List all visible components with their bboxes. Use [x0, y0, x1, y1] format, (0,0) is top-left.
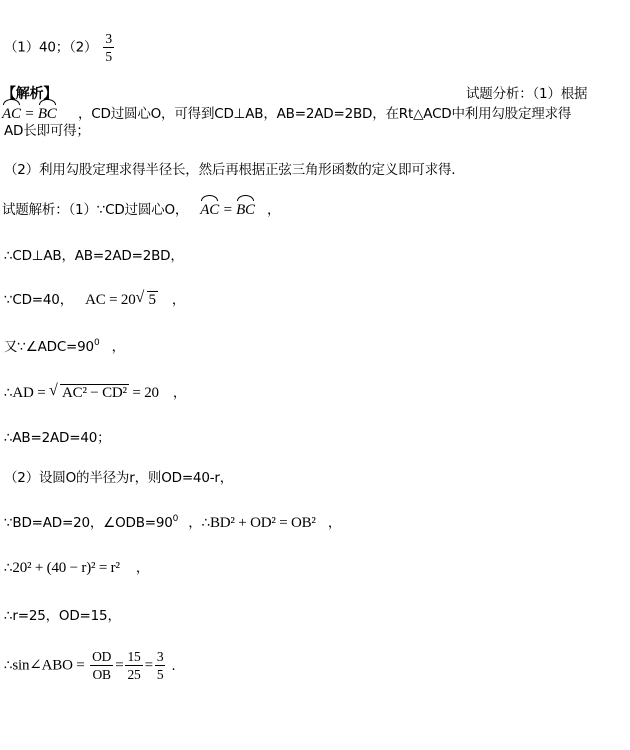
- step4-result: = 20: [128, 385, 159, 401]
- step2-ac: AC = 20: [85, 292, 136, 308]
- step6-tail: ，: [219, 470, 234, 486]
- frac3-den: 5: [156, 667, 164, 682]
- answer-fraction-num: 3: [105, 31, 112, 46]
- step6-text-c: ，则: [134, 470, 162, 486]
- solution-step2: [4, 290, 185, 310]
- step4-sqrt: [49, 383, 129, 403]
- analysis-line3: AD长即可得；: [4, 123, 90, 139]
- frac1-den: OB: [92, 667, 111, 682]
- step2-text: ∵CD=40，: [4, 292, 74, 308]
- frac2-num: 15: [127, 649, 141, 664]
- answer-line: [4, 30, 116, 65]
- frac1-num: OD: [92, 649, 112, 664]
- step10-tail: .: [171, 657, 176, 674]
- step4-ad: AD =: [12, 385, 50, 401]
- analysis-line4: （2）利用勾股定理求得半径长，然后再根据正弦三角形函数的定义即可求得.: [4, 162, 456, 178]
- step6-r: r: [129, 470, 135, 486]
- step7-text: ∵BD=AD=20，∠ODB=90: [4, 515, 173, 531]
- step2-tail: ，: [171, 292, 186, 308]
- step7-tail: ，: [327, 515, 342, 531]
- analysis-tag: 【解析】: [2, 86, 58, 102]
- step10-frac-15-25: [125, 648, 142, 683]
- step8-tail: ，: [135, 560, 150, 576]
- answer-fraction: [103, 30, 114, 65]
- solution-step4: [4, 383, 186, 403]
- step6-text-a: （2）设圆: [4, 470, 66, 486]
- frac3-num: 3: [156, 649, 164, 664]
- solution-step3: [4, 337, 125, 357]
- step7-math: BD² + OD² = OB²: [209, 515, 316, 531]
- step10-frac-3-5: [155, 648, 166, 683]
- step7-therefore: ，∴: [188, 515, 210, 531]
- analysis-line2: ，CD过圆心O，可得到CD⊥AB，AB=2AD=2BD，在Rt△ACD中利用勾股定理求得: [78, 106, 572, 122]
- step8-therefore: ∴: [4, 560, 13, 576]
- step8-math: 20² + (40 − r)² = r²: [12, 560, 120, 576]
- analysis-arc-equation: AC = BC: [2, 106, 57, 122]
- step6-o: O: [65, 470, 77, 486]
- step4-tail: ，: [172, 385, 187, 401]
- step6-od: OD=40-r: [161, 470, 220, 486]
- solution-step10: [4, 648, 176, 683]
- step2-radicand: 5: [148, 292, 156, 308]
- step10-eq2: =: [144, 657, 153, 674]
- step3-text: 又∵∠ADC=90: [4, 339, 94, 355]
- step4-math: [12, 385, 158, 401]
- answer-fraction-den: 5: [105, 49, 112, 64]
- solution-lead-text: 试题解析：（1）∵CD过圆心O，: [2, 202, 189, 218]
- step10-frac-od-ob: [90, 648, 113, 683]
- step10-therefore: ∴: [4, 657, 13, 674]
- solution-step6: [4, 468, 233, 488]
- solution-step8: [4, 558, 149, 578]
- analysis-right-text: 试题分析：（1）根据: [466, 86, 588, 102]
- solution-step5: ∴AB=2AD=40；: [4, 430, 111, 446]
- lead-equals: =: [219, 202, 237, 218]
- lead-arc-bc: BC: [236, 202, 255, 218]
- solution-step7: [4, 513, 341, 533]
- frac2-den: 25: [127, 667, 141, 682]
- step3-sup: 0: [93, 338, 100, 348]
- step10-sin: sin∠ABO =: [12, 657, 89, 674]
- step2-sqrt: [136, 290, 158, 310]
- arc-ac: AC: [2, 106, 21, 122]
- step2-math: [85, 292, 158, 308]
- lead-arc-ac: AC: [200, 202, 220, 218]
- step6-text-b: 的半径为: [76, 470, 130, 486]
- solution-step9: ∴r=25，OD=15，: [4, 608, 121, 624]
- step3-tail: ，: [111, 339, 125, 355]
- step4-therefore: ∴: [4, 385, 13, 401]
- solution-lead: [2, 200, 280, 220]
- solution-lead-tail: ，: [266, 202, 281, 218]
- arc-bc: BC: [37, 106, 57, 122]
- step4-radicand: AC² − CD²: [62, 385, 127, 401]
- step7-sup: 0: [172, 514, 179, 524]
- step10-eq1: =: [115, 657, 124, 674]
- answer-part1: （1）40；（2）: [4, 39, 98, 56]
- solution-lead-arc-eq: [200, 202, 255, 218]
- solution-step1: ∴CD⊥AB，AB=2AD=2BD，: [4, 248, 184, 264]
